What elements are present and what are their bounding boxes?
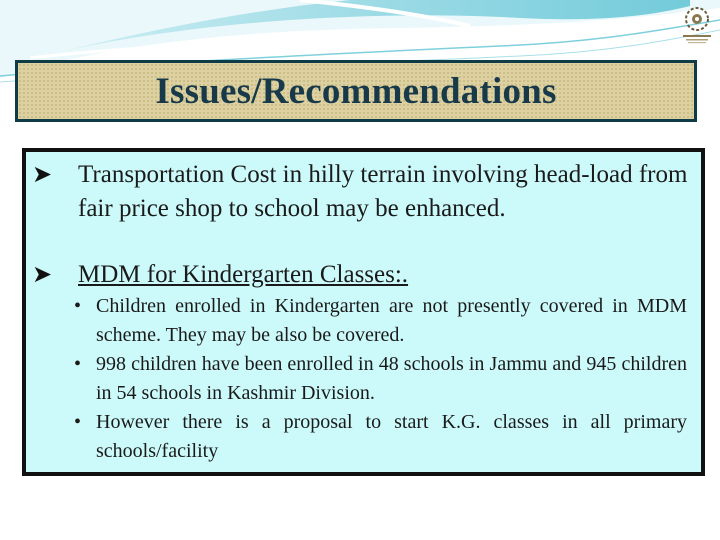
sub-bullet-item (72, 350, 687, 408)
dot-bullet-icon: • (74, 411, 82, 433)
arrow-bullet-icon: ➤ (32, 262, 53, 288)
sub-bullet-item (72, 408, 687, 466)
bullet-text: Transportation Cost in hilly terrain involving head-load from fair price shop to school may be enhanced. (78, 161, 688, 222)
sub-bullet-item (72, 292, 687, 350)
arrow-bullet-icon: ➤ (32, 162, 53, 188)
bullet-text: MDM for Kindergarten Classes:. (78, 261, 409, 288)
sub-bullet-text: Children enrolled in Kindergarten are not presently covered in MDM scheme. They may be also be covered. (96, 295, 687, 346)
emblem-logo-icon (678, 3, 716, 45)
content-panel (22, 148, 705, 476)
slide-title: Issues/Recommendations (155, 70, 557, 112)
dot-bullet-icon: • (74, 295, 82, 317)
title-banner (15, 60, 697, 122)
sub-bullet-list (72, 292, 687, 466)
dot-bullet-icon: • (74, 353, 82, 375)
sub-bullet-text: 998 children have been enrolled in 48 schools in Jammu and 945 children in 54 schools in Kashmir Division. (96, 353, 687, 404)
sub-bullet-text: However there is a proposal to start K.G. classes in all primary schools/facility (96, 411, 687, 462)
